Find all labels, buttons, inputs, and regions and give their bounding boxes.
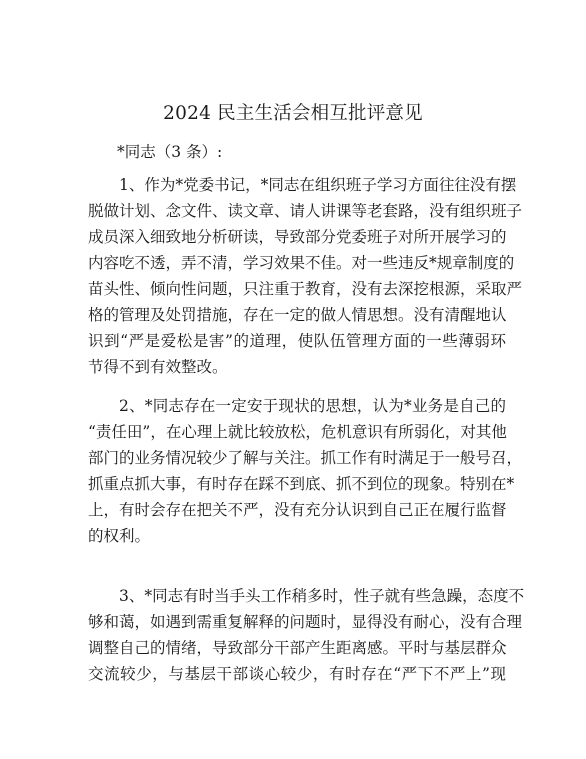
paragraph-line: 格的管理及处罚措施，存在一定的做人情思想。没有清醒地认: [88, 306, 507, 324]
paragraph-line: 节得不到有效整改。: [88, 358, 228, 376]
document-title: 2024 民主生活会相互批评意见: [163, 103, 423, 124]
paragraph-line: 部门的业务情况较少了解与关注。抓工作有时满足于一般号召，: [88, 449, 523, 467]
paragraph-line: “责任田”，在心理上就比较放松，危机意识有所弱化，对其他: [88, 423, 507, 441]
paragraph-line: 3、*同志有时当手头工作稍多时，性子就有些急躁，态度不: [119, 587, 525, 605]
paragraph-line: 够和蔼，如遇到需重复解释的问题时，显得没有耐心，没有合理: [88, 613, 523, 631]
paragraph-line: 苗头性、倾向性问题，只注重于教育，没有去深挖根源，采取严: [88, 280, 523, 298]
paragraph-line: 脱做计划、念文件、读文章、请人讲课等老套路，没有组织班子: [88, 202, 523, 220]
salutation-line: *同志（3 条）:: [117, 143, 223, 161]
paragraph-line: 的权利。: [88, 527, 151, 545]
paragraph-line: 1、作为*党委书记，*同志在组织班子学习方面往往没有摆: [119, 176, 517, 194]
paragraph-line: 内容吃不透，弄不清，学习效果不佳。对一些违反*规章制度的: [88, 254, 515, 272]
paragraph-line: 识到“严是爱松是害”的道理，使队伍管理方面的一些薄弱环: [88, 332, 506, 350]
paragraph-1: [88, 172, 523, 380]
paragraph-line: 2、*同志存在一定安于现状的思想，认为*业务是自己的: [119, 397, 506, 415]
paragraph-3: [88, 583, 525, 687]
paragraph-2: [88, 393, 523, 549]
paragraph-line: 抓重点抓大事，有时存在踩不到底、抓不到位的现象。特别在*: [88, 475, 515, 493]
paragraph-line: 上，有时会存在把关不严，没有充分认识到自己正在履行监督: [88, 501, 507, 519]
paragraph-line: 交流较少，与基层干部谈心较少，有时存在“严下不严上”现: [88, 665, 506, 683]
paragraph-line: 成员深入细致地分析研读，导致部分党委班子对所开展学习的: [88, 228, 507, 246]
paragraph-line: 调整自己的情绪，导致部分干部产生距离感。平时与基层群众: [88, 639, 507, 657]
